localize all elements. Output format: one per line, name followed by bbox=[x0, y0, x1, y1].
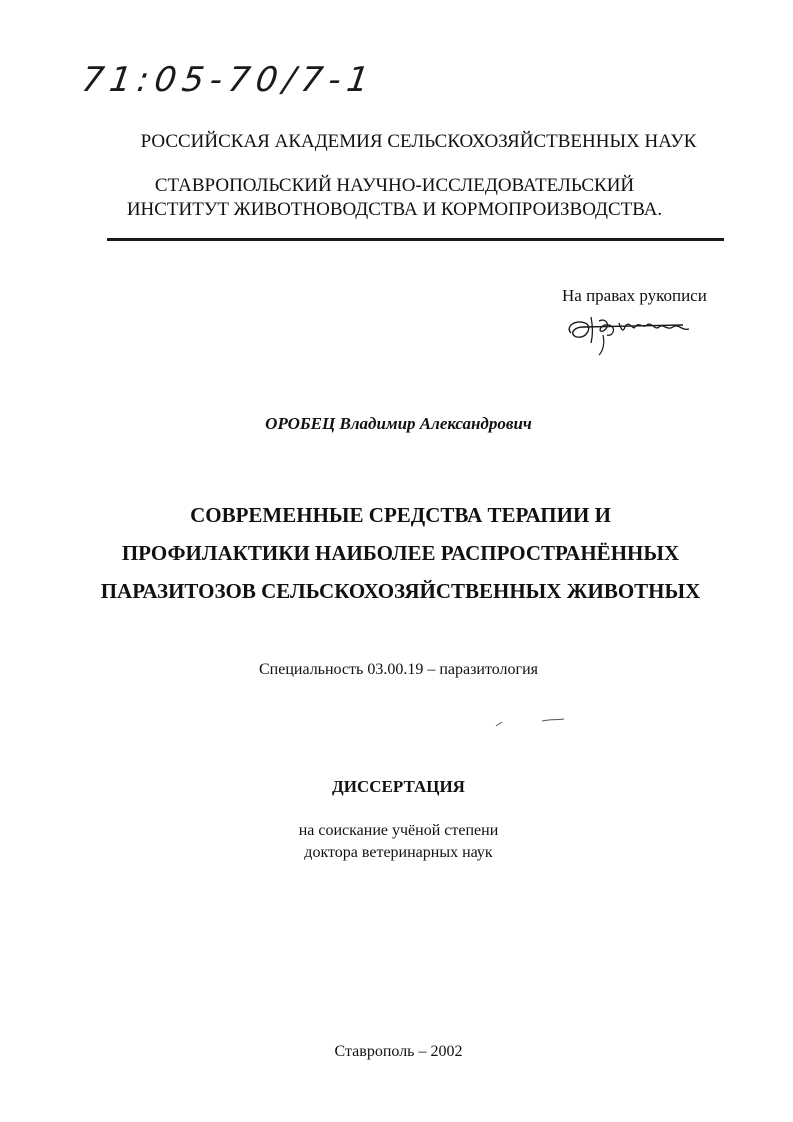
institute-name bbox=[0, 174, 791, 222]
document-type: ДИССЕРТАЦИЯ bbox=[332, 777, 465, 796]
specialty: Специальность 03.00.19 – паразитология bbox=[258, 661, 539, 678]
author-name: ОРОБЕЦ Владимир Александрович bbox=[265, 414, 532, 433]
degree-info bbox=[2, 820, 793, 864]
institute-name-line2: ИНСТИТУТ ЖИВОТНОВОДСТВА И КОРМОПРОИЗВОДСТВА. bbox=[126, 199, 663, 220]
place-year: Ставрополь – 2002 bbox=[334, 1043, 463, 1060]
header-divider bbox=[107, 238, 724, 241]
institute-name-line1: СТАВРОПОЛЬСКИЙ НАУЧНО-ИССЛЕДОВАТЕЛЬСКИЙ bbox=[154, 175, 635, 196]
dissertation-title bbox=[4, 496, 793, 610]
title-line2: ПРОФИЛАКТИКИ НАИБОЛЕЕ РАСПРОСТРАНЁННЫХ bbox=[121, 541, 680, 565]
title-line3: ПАРАЗИТОЗОВ СЕЛЬСКОХОЗЯЙСТВЕННЫХ ЖИВОТНЫХ bbox=[100, 579, 701, 603]
degree-line1: на соискание учёной степени bbox=[298, 822, 499, 839]
archive-number: 71:05-70/7-1 bbox=[79, 60, 378, 100]
signature-icon bbox=[563, 305, 703, 365]
scan-marks bbox=[490, 712, 570, 737]
rights-note: На правах рукописи bbox=[562, 286, 707, 305]
title-line1: СОВРЕМЕННЫЕ СРЕДСТВА ТЕРАПИИ И bbox=[190, 503, 611, 527]
degree-line2: доктора ветеринарных наук bbox=[304, 844, 493, 861]
academy-name: РОССИЙСКАЯ АКАДЕМИЯ СЕЛЬСКОХОЗЯЙСТВЕННЫХ НАУК bbox=[140, 131, 697, 152]
